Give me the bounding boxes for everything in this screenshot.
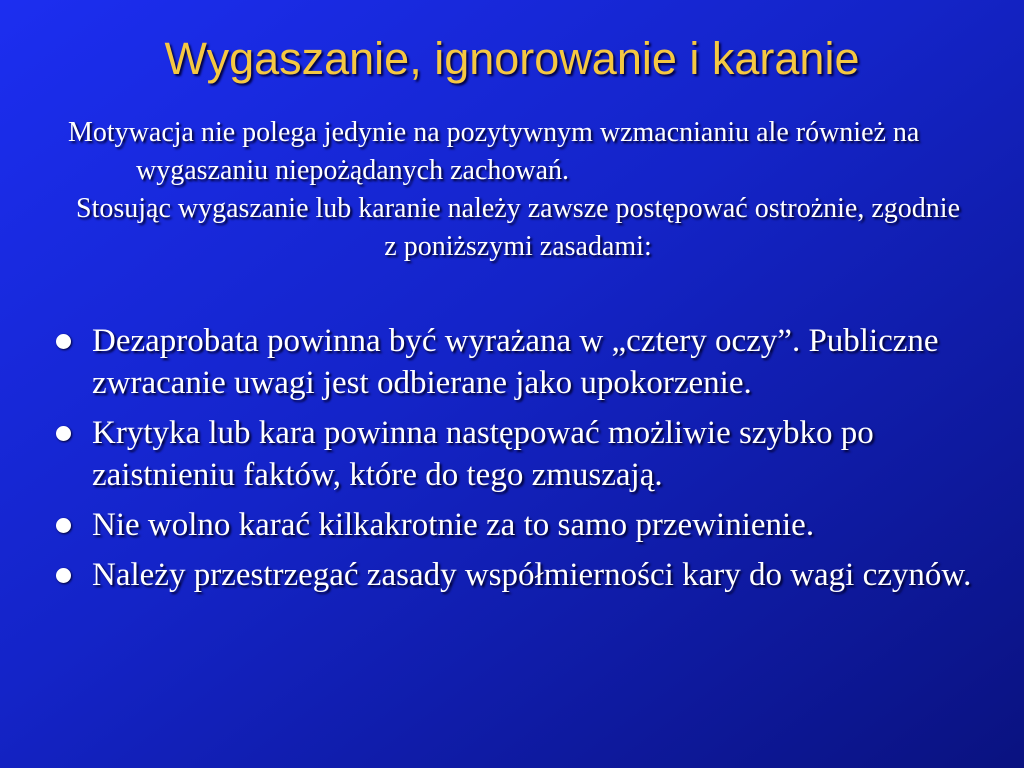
bullet-icon [56, 426, 71, 441]
list-item [52, 412, 992, 496]
list-item [52, 554, 992, 596]
list-item-text: Nie wolno karać kilkakrotnie za to samo przewinienie. [92, 507, 815, 543]
bullet-icon [56, 518, 71, 533]
intro-line-2: Stosując wygaszanie lub karanie należy zawsze postępować ostrożnie, zgodnie z poniższymi zasadami: [76, 193, 960, 262]
list-item [52, 504, 992, 546]
list-item-text: Dezaprobata powinna być wyrażana w „cztery oczy”. Publiczne zwracanie uwagi jest odbierane jako upokorzenie. [92, 323, 939, 401]
slide-title: Wygaszanie, ignorowanie i karanie [164, 33, 860, 84]
bullet-icon [56, 334, 71, 349]
bullet-icon [56, 568, 71, 583]
list-item-text: Należy przestrzegać zasady współmierności kary do wagi czynów. [92, 557, 972, 593]
list-item [52, 320, 992, 404]
intro-line-1: Motywacja nie polega jedynie na pozytywnym wzmacnianiu ale również na wygaszaniu niepożądanych zachowań. [68, 117, 920, 186]
list-item-text: Krytyka lub kara powinna następować możliwie szybko po zaistnieniu faktów, które do tego zmuszają. [92, 415, 874, 493]
rules-list [52, 320, 992, 604]
intro-paragraph [68, 114, 968, 266]
